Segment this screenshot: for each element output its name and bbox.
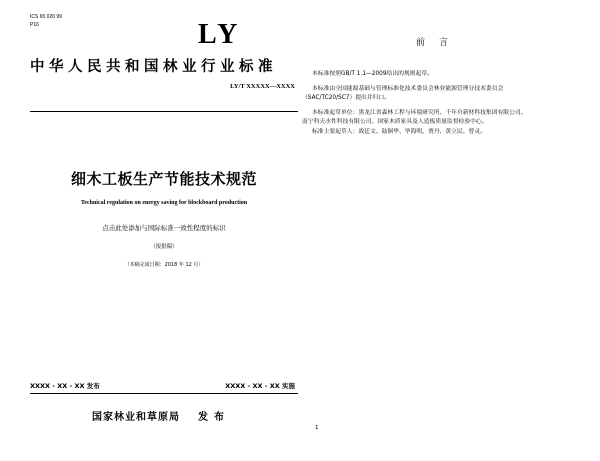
classification-code: P16 <box>30 22 39 28</box>
foreword-paragraph-drafters: 标准主要起草人：战廷文、陆铜华、毕海明、贾丹、黄立民、曾灵。 <box>312 129 486 135</box>
foreword-paragraph-committee-line2: （SAC/TC20/SC7）提出并归口。 <box>302 95 391 101</box>
issue-label: 发布 <box>198 412 230 423</box>
top-divider <box>30 111 298 112</box>
page-number: 1 <box>315 425 319 431</box>
foreword-title: 前言 <box>416 38 463 48</box>
completion-date: （本稿完成日期：2018 年 12 月） <box>124 262 204 268</box>
implementation-date: XXXX - XX - XX 实施 <box>225 382 295 390</box>
foreword-paragraph-drafting-units-line2: 南宁科天水性科技有限公司、国家木质家具及人造板质量监督检验中心。 <box>302 119 488 125</box>
document-title-chinese: 细木工板生产节能技术规范 <box>70 170 257 188</box>
issuing-authority: 国家林业和草原局 <box>92 412 180 423</box>
foreword-paragraph-drafting-rules: 本标准按照GB/T 1.1—2009给出的规则起草。 <box>312 71 433 77</box>
document-title-english: Technical regulation on energy saving for blockboard production <box>80 200 248 206</box>
foreword-paragraph-drafting-units-line1: 本标准起草单位：黑龙江省森林工程与环境研究所、千年舟新材科技集团有限公司、 <box>312 110 527 116</box>
ics-code: ICS 65 020 99 <box>30 14 62 20</box>
industry-standard-heading: 中华人民共和国林业行业标准 <box>30 59 277 75</box>
issue-date: XXXX - XX - XX 发布 <box>30 382 100 390</box>
bottom-divider <box>30 393 298 394</box>
consistency-note: 点击此处添加与国际标准一致性程度的标识 <box>102 224 226 232</box>
draft-status: （报批稿） <box>150 244 178 250</box>
foreword-paragraph-committee-line1: 本标准由全国能源基础与管理标准化技术委员会林业能源管理分技术委员会 <box>312 86 504 92</box>
standard-number: LY/T XXXXX—XXXX <box>230 83 295 90</box>
standard-logo: LY <box>198 19 241 50</box>
